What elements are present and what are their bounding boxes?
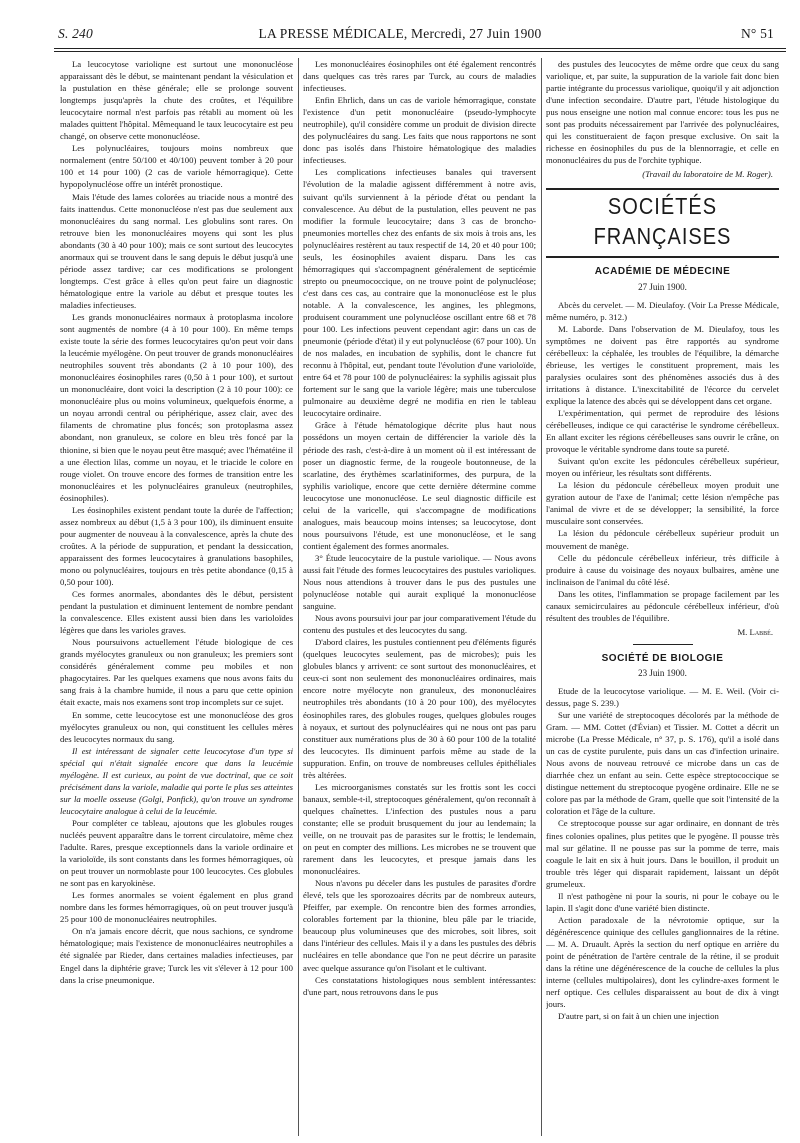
paragraph: Les complications infectieuses banales qui traversent l'évolution de la maladie agissent différemment à notre avis, suivant qu'ils surviennent à la période d'état ou pendant la convalescence. Au début de la pustulation, elles peuvent ne pas modifier la formule leucocytaire; dans 3 cas de broncho-pneumonies mortelles chez des enfants de six mois à trois ans, les polynucléaires restèrent au taux respectif de 14, 20 et 40 pour 100; seuls, les éosinophiles avaient disparu. Dans les cas hémorragiques qui s'accompagnent généralement de septicémie strepto ou pneumococcique, on ne trouve point de polynucléose; c'est dans ces cas, au contraire que la mononucléose est le plus notable. A la convalescence, les angines, les phlegmons, produisent couramment une polynucléose oscillant entre 68 et 78 pour 100. Les infections peuvent cependant agir: dans un cas de pneumonie (période d'état) il y eut polynucléose (67 pour 100). Un de nos malades, en incubation de syphilis, dont le chancre fut reconnu à l'hôpital, eut, pendant toute l'évolution d'une varioloïde, entre 64 et 78 pour 100 de polynucléaires: la syphilis agissait plus fortement sur le sang que la variole légère; mais une tuberculose pulmonaire au deuxième degré ne modifia en rien le tableau leucocytaire ordinaire. xyxy=(303,167,536,419)
section-rule-bottom xyxy=(546,256,779,258)
issue-number: N° 51 xyxy=(740,26,774,41)
paragraph: Les microorganismes constatés sur les frottis sont les cocci banaux, semble-t-il, streptocoques généralement, qu'on reconnaît à quelques chaînettes. L'infection des pustules nous a paru constante; elle se produit brusquement du jour au lendemain; la veille, on ne trouvait pas de parasites sur le frottis; le lendemain, on peut en compter des millions. Les microbes ne se trouvent que rarement dans les leucocytes, et presque jamais dans les mononucléaires. xyxy=(303,781,536,877)
section-rule-top xyxy=(546,188,779,190)
paragraph: Il est intéressant de signaler cette leucocytose d'un type si spécial qui n'était signalée encore que dans la leucémie myélogène. Il est curieux, au point de vue doctrinal, que ce soit précisément dans la variole, maladie qui porte le plus ses atteintes sur la moelle osseuse (Golgi, Ponfick), qu'on trouve un syndrome leucocytaire analogue à celui de la leucémie. xyxy=(60,745,293,816)
paragraph: des pustules des leucocytes de même ordre que ceux du sang variolique, et, par suite, la suppuration de la variole fait donc bien partie intégrante du processus variolique, quoiqu'il y ait adjonction d'une infection secondaire. D'autre part, l'étude histologique du pus nous enseigne une notion mal connue encore: tous les pus ne sont pas produits nécessairement par l'arrivée des polynucléaires, qui les constitueraient de façon presque exclusive. On sait la richesse en éosinophiles du pus de la blennorragie, et celle en mononucléaires du pus de l'orchite typhique. xyxy=(546,59,779,166)
paragraph: Mais l'étude des lames colorées au triacide nous a montré des faits inattendus. Cette mononucléose n'est pas due seulement aux mononucléaires du sang normal. Les globulins sont rares. On retrouve bien les mononucléaires moyens qui sont les plus abondants (30 à 40 pour 100); mais ce sont surtout des leucocytes anormaux qui se trouvent dans le sang depuis le début jusqu'à une période assez tardive; car ces modifications se prolongent longtemps. C'est grâce à elles qu'on peut faire un diagnostic hématologique entre la variole au début et presque toutes les maladies infectieuses. xyxy=(60,191,293,310)
header-rule xyxy=(54,48,786,49)
paragraph: Enfin Ehrlich, dans un cas de variole hémorragique, constate l'existence d'un petit mononucléaire (pseudo-lymphocyte neutrophile), qu'il considère comme un produit de division directe des polynucléaires du sang. Les faits que nous rapportons ne sont donc pas isolés dans l'histoire hématologique des maladies infectieuses. xyxy=(303,95,536,166)
paragraph: Les éosinophiles existent pendant toute la durée de l'affection; assez nombreux au début (1,5 à 3 pour 100), ils diminuent ensuite pour augmenter de nouveau à la convalescence, après la chute des croûtes. A la période de suppuration, et pendant la dessiccation, apparaissent des formes leucocytaires à granulations basophiles, mono ou polynucléaires, toujours en très petite abondance (0,15 à 0,50 pour 100). xyxy=(60,504,293,588)
paragraph: Nous avons poursuivi jour par jour comparativement l'étude du contenu des pustules et des leucocytes du sang. xyxy=(303,613,536,636)
biologie-date: 23 Juin 1900. xyxy=(638,667,687,678)
academie-signature: M. Labbé. xyxy=(737,626,773,637)
paragraph: Ces formes anormales, abondantes dès le début, persistent pendant la pustulation et diminuent lentement de nombre pendant la convalescence. Elles existent aussi bien dans les varioloïdes légères que dans les varioles graves. xyxy=(60,589,293,636)
paragraph: Grâce à l'étude hématologique décrite plus haut nous possédons un moyen certain de différencier la variole dès la période des rash, c'est-à-dire à un moment où il est intéressant de poser un diagnostic ferme, de la rougeole boutonneuse, de la scarlatine, des érythèmes scarlatiniformes, des purpura, de la syphilis variolique, encore que cette dernière détermine comme leucocytose une mononucléose. Le seul diagnostic difficile est celui de la varicelle, qui s'accompagne de modifications analogues, mais beaucoup moins intenses; sa leucocytose, dont nous poursuivons l'étude, est une mononucléose, et le sang contient également des formes anormales. xyxy=(303,420,536,551)
lab-signature: (Travail du laboratoire de M. Roger). xyxy=(642,169,773,180)
paragraph: Il n'est pathogène ni pour la souris, ni pour le cobaye ou le lapin. Il s'agit donc d'une variété bien distincte. xyxy=(546,890,779,913)
paragraph: La lésion du pédoncule cérébelleux moyen produit une gyration autour de l'axe de l'animal; cette lésion n'empêche pas l'animal de vivre et de se développer; la sensibilité, la force musculaire sont conservées. xyxy=(546,480,779,527)
paragraph: Ce streptocoque pousse sur agar ordinaire, en donnant de très fines colonies opalines, plus petites que le pyogène. Il pousse très mal sur gélatine. Il ne pousse pas sur la pomme de terre, mais coagule le lait en six à huit jours. Dans le bouillon, il produit un trouble très léger qui disparait rapidement, laissant un dépôt grumeleux. xyxy=(546,818,779,889)
paragraph: Action paradoxale de la névrotomie optique, sur la dégénérescence quinique des cellules ganglionnaires de la rétine. — M. A. Druault. Après la section du nerf optique en arrière du point de pénétration de l'artère centrale de la rétine, il se produit dans la rétine une dégénérescence de la couche de cellules la plus interne (cellules multipolaires), dont les cylindre-axes forment le nerf optique. Ces cellules disparaissent au bout de dix à vingt jours. xyxy=(546,914,779,1010)
paragraph: Suivant qu'on excite les pédoncules cérébelleux supérieur, moyen ou inférieur, les résultats sont différents. xyxy=(546,456,779,479)
column-divider xyxy=(541,58,542,1136)
academie-date: 27 Juin 1900. xyxy=(638,281,687,292)
section-title: SOCIÉTÉS FRANÇAISES xyxy=(593,194,732,251)
paragraph: La lésion du pédoncule cérébelleux supérieur produit un mouvement de manège. xyxy=(546,528,779,551)
paragraph: Les formes anormales se voient également en plus grand nombre dans les formes hémorragiques, où on peut trouver jusqu'à 25 pour 100 de mononucléaires neutrophiles. xyxy=(60,890,293,925)
academie-title: ACADÉMIE DE MÉDECINE xyxy=(594,266,731,278)
paragraph: Celle du pédoncule cérébelleux inférieur, très difficile à produire à cause du voisinage des noyaux bulbaires, amène une inclinaison de l'animal du côté lésé. xyxy=(546,552,779,587)
paragraph: Les polynucléaires, toujours moins nombreux que normalement (entre 50/100 et 40/100) peuvent tomber à 20 pour 100 et 14 pour 100) (2 cas de variole hémorragique). Cette hypopolynucléose offre un intérêt pronostique. xyxy=(60,143,293,190)
paragraph: La leucocytose varioliqne est surtout une mononucléose apparaissant dès le début, se maintenant pendant la vésiculation et la pustulation en thèse générale; elle se prolonge souvent longtemps jusqu'après la chute des croûtes, et l'équilibre leucocytaire normal n'est parfois pas rétabli au moment où les malades quittent l'hôpital. Mêmequand le taux leucocytaire est peu changé, on observe cette mononucléose. xyxy=(60,59,293,142)
column-3 xyxy=(546,58,779,1136)
column-2 xyxy=(303,58,536,1136)
paragraph: M. Laborde. Dans l'observation de M. Dieulafoy, tous les symptômes ne doivent pas être rapportés au syndrome cérébelleux: la céphalée, les troubles de l'équilibre, la démarche ébrieuse, les vertiges le constituent proprement, mais les paralysies oculaires sont des phénomènes associés dus à des irritations à distance. L'inexcitabilité de l'écorce du cervelet explique la latence des abcès qui se développent dans cet organe. xyxy=(546,323,779,406)
paragraph: L'expérimentation, qui permet de reproduire des lésions cérébelleuses, indique ce qui caractérise le syndrome cérébelleux. En allant exciter les régions cérébelleuses sans ouvrir le crâne, on provoque le véritable syndrome dans toute sa pureté. xyxy=(546,407,779,455)
paragraph: Ces constatations histologiques nous semblent intéressantes: d'une part, nous retrouvons dans le pus xyxy=(303,974,536,997)
header-rule-double xyxy=(54,51,786,52)
paragraph: On n'a jamais encore décrit, que nous sachions, ce syndrome hématologique; mais l'existence de mononucléaires neutrophiles a été signalée par Rieder, dans certaines maladies infectieuses, par Engel dans la diphtérie grave; Turck les vit s'élever à 12 pour 100 dans la crise pneumonique. xyxy=(60,926,293,985)
page-number: S. 240 xyxy=(58,26,93,41)
paragraph: 3° Étude leucocytaire de la pustule variolique. — Nous avons aussi fait l'étude des formes leucocytaires des pustules varioliques. Nous nous attendions à trouver dans le pus des pustules une polynucléose notable qui aurait expliqué la mononucléose sanguine. xyxy=(303,552,536,612)
biologie-title: SOCIÉTÉ DE BIOLOGIE xyxy=(601,652,724,664)
column-1 xyxy=(60,58,293,1136)
column-divider xyxy=(298,58,299,1136)
paragraph: Dans les otites, l'inflammation se propage facilement par les canaux semicirculaires au pédoncule cérébelleux inférieur, d'où résultent des troubles de l'équilibre. xyxy=(546,588,779,623)
paragraph: En somme, cette leucocytose est une mononucléose des gros myélocytes granuleux ou non, qui constituent les cellules mères des leucocytes normaux du sang. xyxy=(60,709,293,744)
paragraph: Pour compléter ce tableau, ajoutons que les globules rouges nucléés peuvent apparaître dans le torrent circulatoire, même chez l'adulte. Rares, presque exceptionnels dans la variole ordinaire et la varioloïde, ils sont constants dans les formes hémorragiques, où on peut trouver un normoblaste pour 100 leucocytes. Ces globules ne sont pas en karyokinèse. xyxy=(60,817,293,889)
separator-rule xyxy=(633,644,693,645)
paragraph: Nous poursuivons actuellement l'étude biologique de ces grands myélocytes granuleux ou non granuleux; les premiers sont considérés généralement comme peu mobiles et non phagocytaires. Par les quelques examens que nous avons faits du sang frais à la chambre humide, il nous a paru que cette opinion était exacte, mais nos examens sont trop incomplets sur ce sujet. xyxy=(60,637,293,708)
paragraph: Etude de la leucocytose variolique. — M. E. Weil. (Voir ci-dessus, page S. 239.) xyxy=(546,685,779,709)
paragraph: Abcès du cervelet. — M. Dieulafoy. (Voir La Presse Médicale, même numéro, p. 312.) xyxy=(546,299,779,322)
paragraph: Les mononucléaires éosinophiles ont été également rencontrés dans quelques cas très rares par Turck, au cours de maladies infectieuses. xyxy=(303,59,536,94)
paragraph: D'abord claires, les pustules contiennent peu d'éléments figurés (quelques leucocytes seulement, pas de microbes); puis les globules blancs y arrivent: ce sont surtout des mononucléaires, et ceux-ci sont non seulement des mononucléaires ordinaires, mais encore notre myélocyte non granuleux, des mononucléaires neutrophiles très abondants (10 à 20 pour 100), des myélocytes éosinophiles rares, des globules rouges, quelques globules rouges à noyaux, et surtout des polynucléaires qui ne nous ont pas paru constituer aux numérations plus de 30 à 60 pour 100 de la totalité des leucocytes. Ils diminuent parfois même au stade de la suppuration. Enfin, on trouve de nombreuses cellules épithéliales très altérées. xyxy=(303,637,536,780)
paragraph: D'autre part, si on fait à un chien une injection xyxy=(558,1011,719,1022)
paragraph: Sur une variété de streptocoques décolorés par la méthode de Gram. — MM. Cottet (d'Évian) et Tissier. M. Cottet a décrit un microbe (La Presse Médicale, n° 37, p. S. 176), qu'il a isolé dans un cas de cystite purulente, puis dans un cas d'infection urinaire. Nous avons de nouveau retrouvé ce microbe dans un cas de diarrhée chez un enfant au sein. Cette espèce streptococcique se distingue nettement du streptocoque pyogène ordinaire. Elle ne se colore pas par la méthode de Gram, quelle que soit l'intensité de la coloration et l'âge de la culture. xyxy=(546,710,779,817)
paragraph: Nous n'avons pu déceler dans les pustules de parasites d'ordre élevé, tels que les sporozoaires décrits par de nombreux auteurs, Pfeiffer, par exemple. On rencontre bien des formes arrondies, colorables fortement par la thionine, bleu pâle par le triacide, beaucoup plus volumineuses que des microbes, soit libres, soit dans l'intérieur des cellules. Mais il y a dans les pustules des débris nucléaires en telle abondance que l'on ne peut décrire un parasite avec quelque assurance qu'on l'isolant et le cultivant. xyxy=(303,878,536,973)
journal-title: LA PRESSE MÉDICALE, Mercredi, 27 Juin 1900 xyxy=(258,26,542,41)
paragraph: Les grands mononucléaires normaux à protoplasma incolore sont augmentés de nombre (4 à 10 pour 100). En même temps existe toute la série des formes leucocytaires qu'on peut voir dans la leucémie myélogène. On peut trouver de grands mononucléaires neutrophiles souvent très abondants (2 à 10 pour 100), des mononucléaires éosinophiles rares (0,50 à 1 pour 100), et surtout un mononucléaire, dont voici la description (2 à 10 pour 100): ce mononucléaire plus ou moins volumineux, quelquefois énorme, a un noyau arrondi central ou périphérique, assez clair, avec des filaments de chromatine plus foncés; son protoplasma assez abondant, non granuleux, se colore en bleu très foncé par la thionine, si bien que le noyau peut être masqué; avec l'hématéine il a une élection lilas, comme un noyau, et le triacide le colore en rouge violet. On trouve encore des formes de transition entre les mononucléaires et les polynucléaires granuleux (neutrophiles, éosinophiles). xyxy=(60,311,293,503)
